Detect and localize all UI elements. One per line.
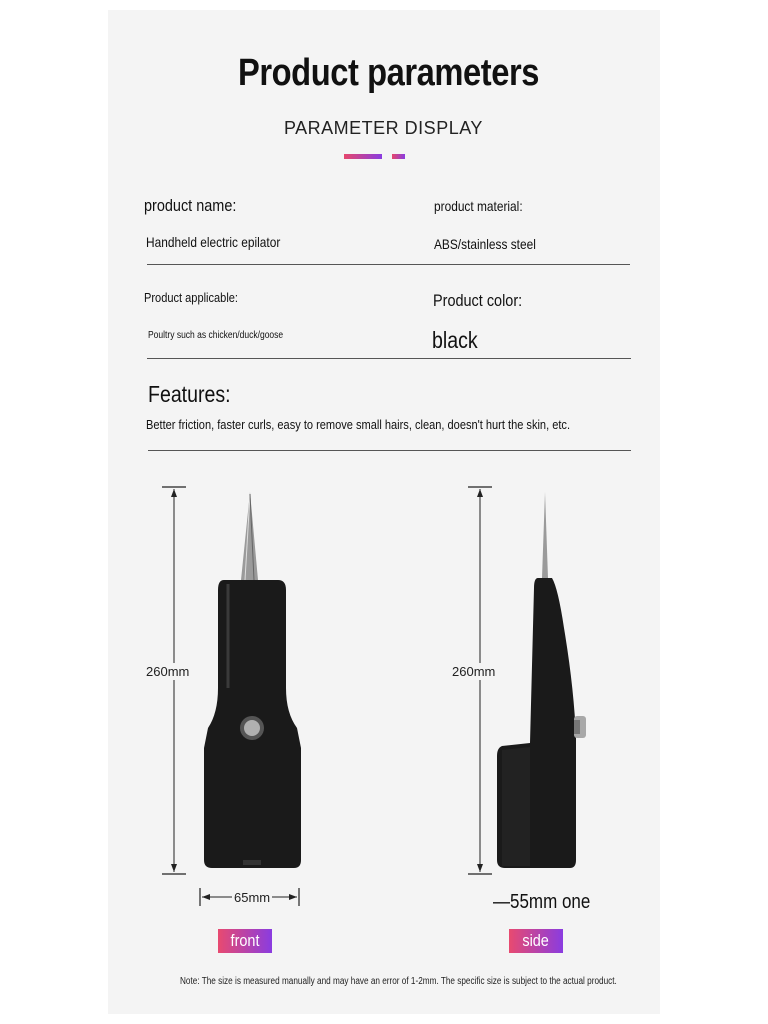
divider-3: [148, 450, 631, 451]
product-material-value: ABS/stainless steel: [434, 236, 536, 252]
product-name-label: product name:: [144, 196, 237, 215]
side-view-tag-label: side: [522, 931, 550, 950]
side-device-image: [494, 488, 594, 873]
front-height-label: 260mm: [146, 664, 190, 679]
front-height-dimension-line: [160, 485, 190, 877]
side-height-dimension-line: [466, 485, 496, 877]
page-subtitle: PARAMETER DISPLAY: [284, 118, 483, 138]
product-applicable-label: Product applicable:: [144, 290, 238, 305]
product-name-value: Handheld electric epilator: [146, 234, 281, 250]
front-view-tag: [218, 929, 272, 953]
divider-2: [147, 358, 631, 359]
product-color-value: black: [432, 327, 478, 353]
divider-1: [147, 264, 630, 265]
side-view-tag: [509, 929, 563, 953]
features-heading: Features:: [148, 381, 231, 407]
product-color-label: Product color:: [433, 291, 523, 310]
disclaimer-note: Note: The size is measured manually and may have an error of 1-2mm. The specific size is subject to the actual product.: [180, 976, 617, 987]
side-width-label: —55mm one: [493, 891, 591, 913]
accent-bar-long: [344, 154, 382, 159]
product-applicable-value: Poultry such as chicken/duck/goose: [148, 330, 284, 341]
front-width-label: 65mm: [234, 890, 271, 905]
accent-bar-short: [392, 154, 405, 159]
product-material-label: product material:: [434, 198, 523, 214]
side-height-label: 260mm: [452, 664, 496, 679]
page-title: Product parameters: [238, 52, 540, 94]
front-device-image: [198, 488, 308, 873]
features-text: Better friction, faster curls, easy to remove small hairs, clean, doesn't hurt the skin, etc.: [146, 417, 571, 432]
front-view-tag-label: front: [230, 931, 260, 950]
